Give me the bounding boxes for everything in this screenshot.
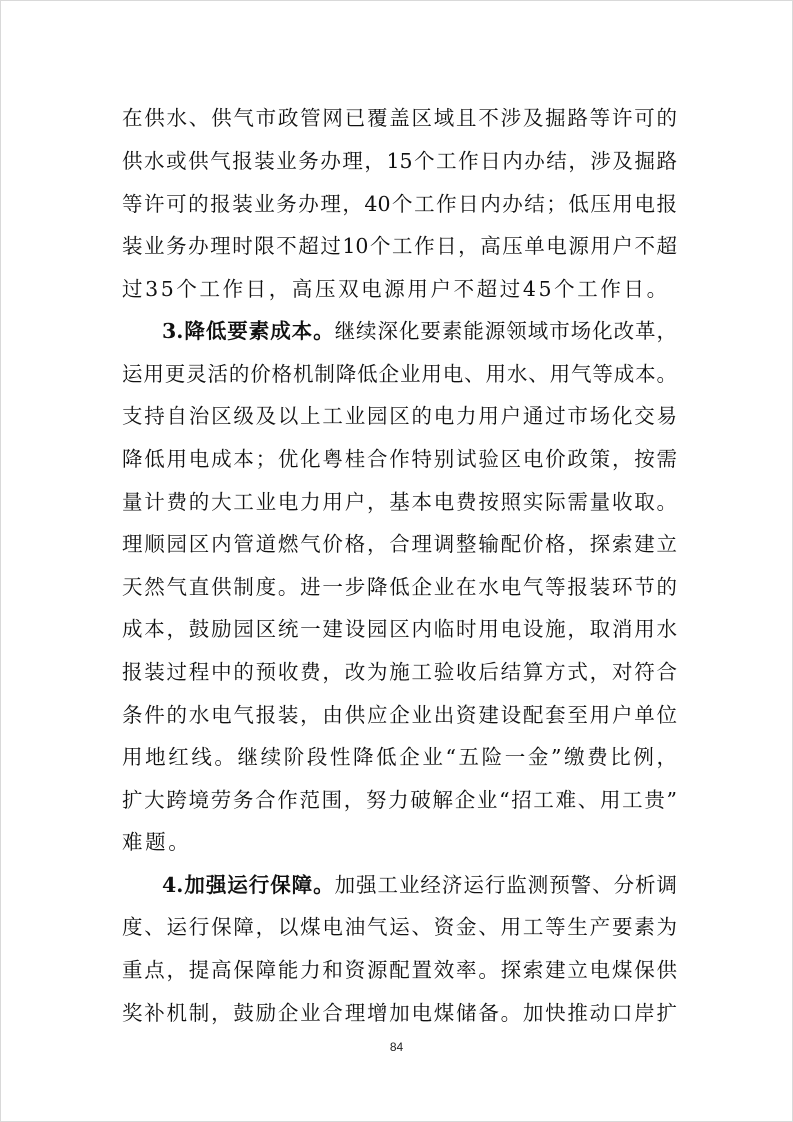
text-line: 运用更灵活的价格机制降低企业用电、用水、用气等成本。 bbox=[122, 362, 677, 386]
text-line: 重点，提高保障能力和资源配置效率。探索建立电煤保供 bbox=[122, 958, 677, 982]
text-line: 扩大跨境劳务合作范围，努力破解企业“招工难、用工贵” bbox=[122, 788, 677, 812]
text-run: 继续深化要素能源领域市场化改革， bbox=[334, 319, 678, 343]
section-heading: 3.降低要素成本。 bbox=[162, 319, 335, 343]
paragraph-first-line bbox=[162, 867, 677, 903]
paragraph-first-line bbox=[162, 313, 677, 349]
text-line: 天然气直供制度。进一步降低企业在水电气等报装环节的 bbox=[122, 575, 677, 599]
text-line: 过35个工作日，高压双电源用户不超过45个工作日。 bbox=[122, 277, 670, 301]
text-line: 供水或供气报装业务办理，15个工作日内办结，涉及掘路 bbox=[122, 149, 677, 173]
text-line: 等许可的报装业务办理，40个工作日内办结；低压用电报 bbox=[122, 192, 677, 216]
page-number: 84 bbox=[389, 1040, 404, 1054]
text-run: 加强工业经济运行监测预警、分析调 bbox=[334, 873, 678, 897]
text-line: 条件的水电气报装，由供应企业出资建设配套至用户单位 bbox=[122, 703, 677, 727]
text-line: 装业务办理时限不超过10个工作日，高压单电源用户不超 bbox=[122, 234, 677, 258]
text-line: 支持自治区级及以上工业园区的电力用户通过市场化交易 bbox=[122, 404, 677, 428]
text-line: 在供水、供气市政管网已覆盖区域且不涉及掘路等许可的 bbox=[122, 106, 677, 130]
text-line: 报装过程中的预收费，改为施工验收后结算方式，对符合 bbox=[122, 660, 677, 684]
text-line: 量计费的大工业电力用户，基本电费按照实际需量收取。 bbox=[122, 490, 677, 514]
text-line: 降低用电成本；优化粤桂合作特别试验区电价政策，按需 bbox=[122, 447, 677, 471]
text-line: 成本，鼓励园区统一建设园区内临时用电设施，取消用水 bbox=[122, 617, 677, 641]
text-line: 度、运行保障，以煤电油气运、资金、用工等生产要素为 bbox=[122, 915, 677, 939]
text-line: 用地红线。继续阶段性降低企业“五险一金”缴费比例， bbox=[122, 745, 677, 769]
section-heading: 4.加强运行保障。 bbox=[162, 873, 335, 897]
text-line: 难题。 bbox=[122, 830, 192, 854]
text-line: 奖补机制，鼓励企业合理增加电煤储备。加快推动口岸扩 bbox=[122, 1001, 677, 1025]
text-line: 理顺园区内管道燃气价格，合理调整输配价格，探索建立 bbox=[122, 532, 677, 556]
